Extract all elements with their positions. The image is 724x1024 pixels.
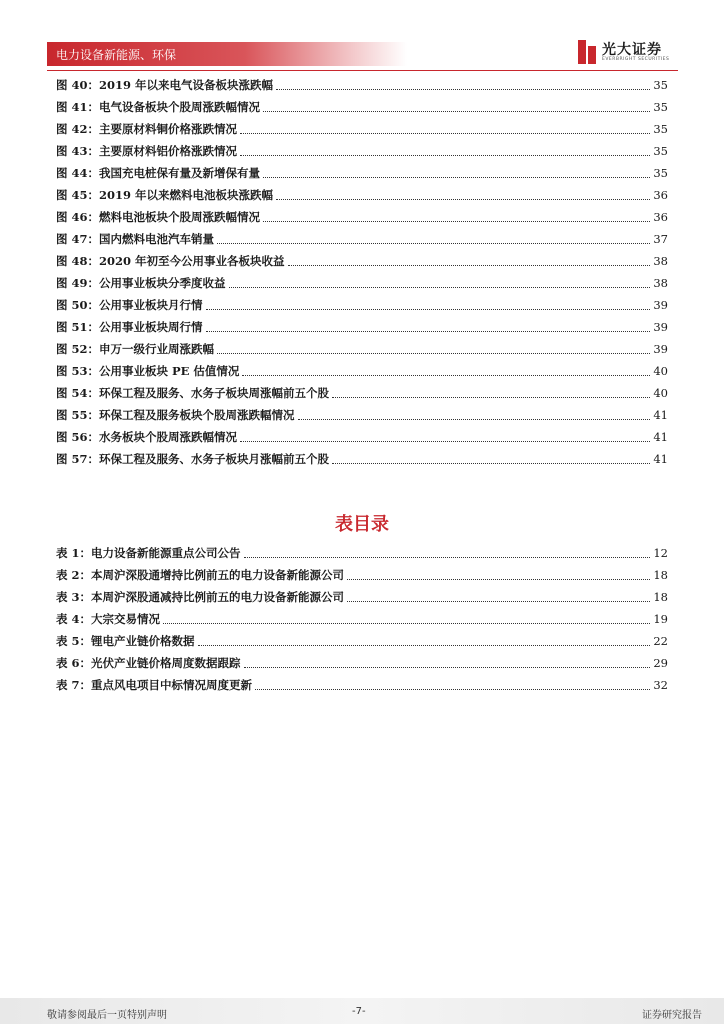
toc-entry-page: 22 [653,634,668,648]
toc-entry-label: 图 57： [56,452,100,466]
toc-entry-label: 图 53： [56,364,100,378]
toc-entry-title: 公用事业板块 PE 估值情况 [99,364,240,378]
table-toc-entry[interactable] [56,542,668,564]
toc-entry-title: 我国充电桩保有量及新增保有量 [99,166,261,180]
toc-entry-label: 图 49： [56,276,100,290]
table-toc-entry[interactable] [56,674,668,696]
toc-dot-leader [347,578,650,580]
figure-toc-entry[interactable] [56,228,668,250]
toc-entry-page: 18 [653,568,668,582]
toc-entry-label: 图 40： [56,78,100,92]
toc-dot-leader [217,242,650,244]
toc-entry-label: 图 56： [56,430,100,444]
toc-entry-page: 39 [653,298,668,312]
toc-entry-title: 公用事业板块月行情 [99,298,203,312]
toc-entry-label: 图 52： [56,342,100,356]
toc-dot-leader [240,132,650,134]
toc-entry-label: 图 51： [56,320,100,334]
figure-toc-entry[interactable] [56,272,668,294]
figure-toc-entry[interactable] [56,294,668,316]
toc-entry-title: 申万一级行业周涨跌幅 [99,342,215,356]
toc-entry-page: 12 [653,546,668,560]
figure-toc-entry[interactable] [56,316,668,338]
header-title: 电力设备新能源、环保 [56,48,177,62]
toc-dot-leader [240,440,650,442]
brand-logo [576,38,706,68]
toc-dot-leader [229,286,651,288]
toc-entry-page: 32 [653,678,668,692]
toc-entry-title: 水务板块个股周涨跌幅情况 [99,430,238,444]
table-toc-entry[interactable] [56,652,668,674]
toc-dot-leader [244,666,651,668]
toc-entry-title: 本周沪深股通增持比例前五的电力设备新能源公司 [91,568,345,582]
brand-logo-subtext: EVERBRIGHT SECURITIES [602,57,670,62]
table-toc-entry[interactable] [56,586,668,608]
figure-toc-entry[interactable] [56,448,668,470]
toc-entry-label: 图 45： [56,188,100,202]
toc-entry-label: 图 55： [56,408,100,422]
toc-entry-title: 主要原材料铜价格涨跌情况 [99,122,238,136]
toc-entry-page: 41 [653,452,668,466]
toc-entry-title: 燃料电池板块个股周涨跌幅情况 [99,210,261,224]
figure-toc-entry[interactable] [56,184,668,206]
footer-page-number: -7- [352,1006,366,1017]
table-toc-entry[interactable] [56,608,668,630]
toc-entry-page: 40 [653,386,668,400]
figure-toc-entry[interactable] [56,426,668,448]
toc-entry-label: 表 5： [56,634,92,648]
toc-dot-leader [263,110,650,112]
toc-entry-label: 表 1： [56,546,92,560]
toc-entry-page: 38 [653,254,668,268]
toc-entry-title: 光伏产业链价格周度数据跟踪 [91,656,241,670]
figure-toc-list [56,74,668,470]
table-toc-entry[interactable] [56,564,668,586]
toc-dot-leader [347,600,650,602]
toc-entry-page: 40 [653,364,668,378]
toc-entry-title: 大宗交易情况 [91,612,161,626]
figure-toc-entry[interactable] [56,404,668,426]
figure-toc-entry[interactable] [56,360,668,382]
toc-dot-leader [288,264,651,266]
toc-entry-title: 主要原材料铝价格涨跌情况 [99,144,238,158]
table-toc-entry[interactable] [56,630,668,652]
toc-entry-title: 2019 年以来电气设备板块涨跌幅 [99,78,274,92]
toc-dot-leader [240,154,650,156]
toc-entry-page: 37 [653,232,668,246]
toc-entry-page: 38 [653,276,668,290]
toc-entry-title: 国内燃料电池汽车销量 [99,232,215,246]
toc-entry-label: 表 3： [56,590,92,604]
toc-entry-page: 35 [653,166,668,180]
toc-entry-page: 41 [653,430,668,444]
toc-dot-leader [244,556,651,558]
footer-disclaimer: 敬请参阅最后一页特别声明 [47,1010,167,1021]
toc-entry-title: 锂电产业链价格数据 [91,634,195,648]
figure-toc-entry[interactable] [56,250,668,272]
toc-entry-title: 公用事业板块周行情 [99,320,203,334]
figure-toc-entry[interactable] [56,118,668,140]
toc-entry-label: 表 2： [56,568,92,582]
toc-dot-leader [163,622,650,624]
toc-entry-title: 公用事业板块分季度收益 [99,276,226,290]
toc-entry-page: 35 [653,144,668,158]
toc-entry-page: 41 [653,408,668,422]
toc-entry-title: 环保工程及服务板块个股周涨跌幅情况 [99,408,295,422]
toc-dot-leader [276,88,650,90]
toc-dot-leader [263,176,650,178]
toc-entry-title: 重点风电项目中标情况周度更新 [91,678,253,692]
toc-entry-label: 图 43： [56,144,100,158]
figure-toc-entry[interactable] [56,140,668,162]
toc-entry-label: 图 42： [56,122,100,136]
toc-entry-label: 图 54： [56,386,100,400]
figure-toc-entry[interactable] [56,206,668,228]
toc-entry-title: 2019 年以来燃料电池板块涨跌幅 [99,188,274,202]
toc-dot-leader [217,352,650,354]
toc-entry-label: 图 44： [56,166,100,180]
toc-entry-page: 39 [653,342,668,356]
toc-dot-leader [255,688,650,690]
toc-dot-leader [242,374,650,376]
toc-entry-page: 29 [653,656,668,670]
header-divider [47,70,678,71]
toc-entry-label: 图 46： [56,210,100,224]
toc-dot-leader [332,462,650,464]
figure-toc-entry[interactable] [56,338,668,360]
toc-entry-label: 图 41： [56,100,100,114]
toc-dot-leader [332,396,650,398]
toc-dot-leader [206,308,651,310]
table-toc-heading: 表目录 [335,514,389,535]
toc-dot-leader [276,198,650,200]
toc-entry-label: 图 50： [56,298,100,312]
table-toc-list [56,542,668,696]
toc-entry-title: 本周沪深股通减持比例前五的电力设备新能源公司 [91,590,345,604]
toc-entry-page: 35 [653,100,668,114]
toc-entry-page: 39 [653,320,668,334]
toc-entry-page: 36 [653,210,668,224]
toc-entry-page: 18 [653,590,668,604]
toc-dot-leader [263,220,650,222]
toc-entry-page: 19 [653,612,668,626]
toc-entry-title: 2020 年初至今公用事业各板块收益 [99,254,285,268]
toc-entry-label: 表 6： [56,656,92,670]
toc-entry-label: 图 47： [56,232,100,246]
toc-entry-page: 35 [653,78,668,92]
figure-toc-entry[interactable] [56,96,668,118]
toc-entry-title: 电力设备新能源重点公司公告 [91,546,241,560]
brand-logo-text: 光大证券 [602,42,662,58]
toc-entry-title: 电气设备板块个股周涨跌幅情况 [99,100,261,114]
footer-report-type: 证券研究报告 [642,1010,702,1021]
toc-entry-page: 35 [653,122,668,136]
brand-logo-icon [576,38,598,66]
figure-toc-entry[interactable] [56,162,668,184]
toc-dot-leader [298,418,651,420]
toc-dot-leader [198,644,651,646]
toc-entry-title: 环保工程及服务、水务子板块周涨幅前五个股 [99,386,330,400]
toc-dot-leader [206,330,651,332]
figure-toc-entry[interactable] [56,74,668,96]
toc-entry-title: 环保工程及服务、水务子板块月涨幅前五个股 [99,452,330,466]
toc-entry-label: 表 7： [56,678,92,692]
toc-entry-label: 图 48： [56,254,100,268]
figure-toc-entry[interactable] [56,382,668,404]
toc-entry-page: 36 [653,188,668,202]
toc-entry-label: 表 4： [56,612,92,626]
